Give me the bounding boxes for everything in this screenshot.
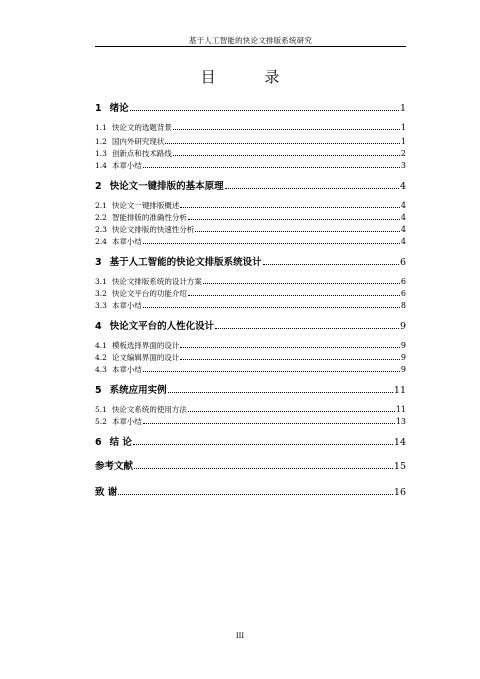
toc-section-entry[interactable] (95, 224, 406, 235)
toc-entry-page: 3 (400, 161, 406, 170)
toc-entry-page: 16 (393, 487, 406, 498)
toc-dot-leader (143, 371, 400, 372)
header-rule (95, 46, 406, 47)
toc-entry-label: 基于人工智能的快论文排版系统设计 (109, 257, 262, 268)
page-number: III (235, 632, 245, 640)
toc-entry-page: 6 (399, 257, 406, 268)
toc-section-entry[interactable] (95, 300, 406, 311)
toc-entry-label: 模板选择界面的设计 (111, 341, 180, 350)
toc-entry-number: 2.4 (95, 237, 107, 246)
toc-dot-leader (143, 243, 400, 244)
toc-section-entry[interactable] (95, 276, 406, 287)
toc-dot-leader (173, 129, 400, 130)
toc-entry-page: 11 (393, 385, 406, 396)
toc-section-entry[interactable] (95, 236, 406, 247)
toc-entry-label: 快论文的选题背景 (111, 123, 172, 132)
toc-entry-number: 4.2 (95, 353, 107, 362)
toc-section-entry[interactable] (95, 212, 406, 223)
toc-chapter-entry[interactable] (95, 434, 406, 448)
toc-chapter-entry[interactable] (95, 254, 406, 268)
toc-entry-page: 13 (395, 417, 406, 426)
toc-chapter-entry[interactable] (95, 100, 406, 114)
toc-entry-page: 4 (399, 181, 406, 192)
toc-entry-number: 1 (95, 103, 102, 114)
toc-dot-leader (133, 444, 393, 445)
toc-dot-leader (165, 143, 399, 144)
toc-entry-label: 快论文系统的使用方法 (111, 405, 187, 414)
toc-entry-number: 2 (95, 181, 102, 192)
toc-entry-page: 9 (399, 321, 406, 332)
toc-entry-number: 4 (95, 321, 102, 332)
toc-entry-label: 系统应用实例 (109, 385, 167, 396)
toc-entry-label: 快论文平台的人性化设计 (109, 321, 215, 332)
toc-section-entry[interactable] (95, 136, 406, 147)
toc-entry-page: 4 (400, 237, 406, 246)
toc-entry-number: 6 (95, 437, 102, 448)
toc-dot-leader (143, 167, 400, 168)
toc-entry-label: 本章小结 (111, 237, 142, 246)
toc-entry-page: 1 (400, 123, 406, 132)
toc-section-entry[interactable] (95, 416, 406, 427)
toc-entry-number: 2.2 (95, 213, 107, 222)
toc-entry-number: 2.3 (95, 225, 107, 234)
toc-dot-leader (263, 264, 399, 265)
toc-chapter-entry[interactable] (95, 484, 406, 498)
running-header: 基于人工智能的快论文排版系统研究 (188, 36, 313, 45)
toc-section-entry[interactable] (95, 160, 406, 171)
toc-entry-page: 9 (400, 353, 406, 362)
toc-section-entry[interactable] (95, 404, 406, 415)
toc-entry-number: 5.1 (95, 405, 107, 414)
toc-entry-number: 5 (95, 385, 102, 396)
toc-entry-label: 结 论 (109, 437, 132, 448)
toc-dot-leader (180, 347, 399, 348)
toc-entry-page: 15 (393, 461, 406, 472)
toc-entry-page: 4 (400, 201, 406, 210)
toc-section-entry[interactable] (95, 352, 406, 363)
toc-entry-label: 快论文平台的功能介绍 (111, 289, 187, 298)
toc-section-entry[interactable] (95, 148, 406, 159)
toc-entry-label: 快论文排版的快速性分析 (111, 225, 195, 234)
toc-entry-label: 本章小结 (111, 417, 142, 426)
toc-dot-leader (143, 307, 400, 308)
toc-entry-label: 致 谢 (95, 487, 118, 498)
toc-dot-leader (118, 494, 393, 495)
toc-entry-page: 11 (395, 405, 406, 414)
toc-dot-leader (188, 295, 400, 296)
toc-entry-number: 1.2 (95, 137, 107, 146)
toc-dot-leader (215, 328, 399, 329)
toc-section-entry[interactable] (95, 364, 406, 375)
toc-section-entry[interactable] (95, 340, 406, 351)
toc-entry-page: 1 (399, 103, 406, 114)
toc-entry-number: 3.1 (95, 277, 107, 286)
toc-entry-label: 快论文一键排版概述 (111, 201, 180, 210)
toc-dot-leader (130, 110, 399, 111)
toc-entry-label: 本章小结 (111, 161, 142, 170)
toc-entry-label: 快论文排版系统的设计方案 (111, 277, 202, 286)
toc-entry-page: 6 (400, 289, 406, 298)
toc-section-entry[interactable] (95, 122, 406, 133)
toc-dot-leader (180, 359, 399, 360)
toc-entry-label: 本章小结 (111, 301, 142, 310)
toc-dot-leader (195, 231, 399, 232)
toc-entry-page: 1 (400, 137, 406, 146)
toc-entry-page: 9 (400, 365, 406, 374)
toc-entry-number: 3 (95, 257, 102, 268)
toc-dot-leader (173, 155, 400, 156)
toc-entry-number: 1.1 (95, 123, 107, 132)
toc-entry-label: 绪论 (109, 103, 129, 114)
toc-entry-page: 4 (400, 225, 406, 234)
toc-entry-number: 4.1 (95, 341, 107, 350)
toc-section-entry[interactable] (95, 200, 406, 211)
toc-dot-leader (134, 468, 393, 469)
toc-dot-leader (180, 207, 399, 208)
toc-entry-number: 2.1 (95, 201, 107, 210)
toc-chapter-entry[interactable] (95, 318, 406, 332)
toc-entry-page: 9 (400, 341, 406, 350)
toc-chapter-entry[interactable] (95, 382, 406, 396)
toc-entry-page: 4 (400, 213, 406, 222)
toc-entry-label: 快论文一键排版的基本原理 (109, 181, 224, 192)
toc-entry-label: 论文编辑界面的设计 (111, 353, 180, 362)
toc-dot-leader (225, 188, 399, 189)
toc-entry-number: 1.3 (95, 149, 107, 158)
toc-entry-page: 8 (400, 301, 406, 310)
toc-dot-leader (188, 411, 395, 412)
toc-chapter-entry[interactable] (95, 458, 406, 472)
toc-entry-number: 1.4 (95, 161, 107, 170)
toc-title: 目 录 (200, 68, 302, 86)
toc-entry-page: 14 (393, 437, 406, 448)
toc-entry-label: 参考文献 (95, 461, 134, 472)
toc-entry-number: 5.2 (95, 417, 107, 426)
toc-dot-leader (168, 392, 393, 393)
toc-entry-label: 创新点和技术路线 (111, 149, 172, 158)
toc-dot-leader (143, 423, 395, 424)
toc-chapter-entry[interactable] (95, 178, 406, 192)
toc-entry-label: 智能排版的准确性分析 (111, 213, 187, 222)
toc-entry-page: 2 (400, 149, 406, 158)
toc-entry-number: 3.2 (95, 289, 107, 298)
toc-entry-number: 3.3 (95, 301, 107, 310)
toc-section-entry[interactable] (95, 288, 406, 299)
toc-entry-label: 国内外研究现状 (111, 137, 165, 146)
toc-dot-leader (188, 219, 400, 220)
toc-entry-number: 4.3 (95, 365, 107, 374)
toc-entry-page: 6 (400, 277, 406, 286)
toc-dot-leader (203, 283, 400, 284)
toc-entry-label: 本章小结 (111, 365, 142, 374)
